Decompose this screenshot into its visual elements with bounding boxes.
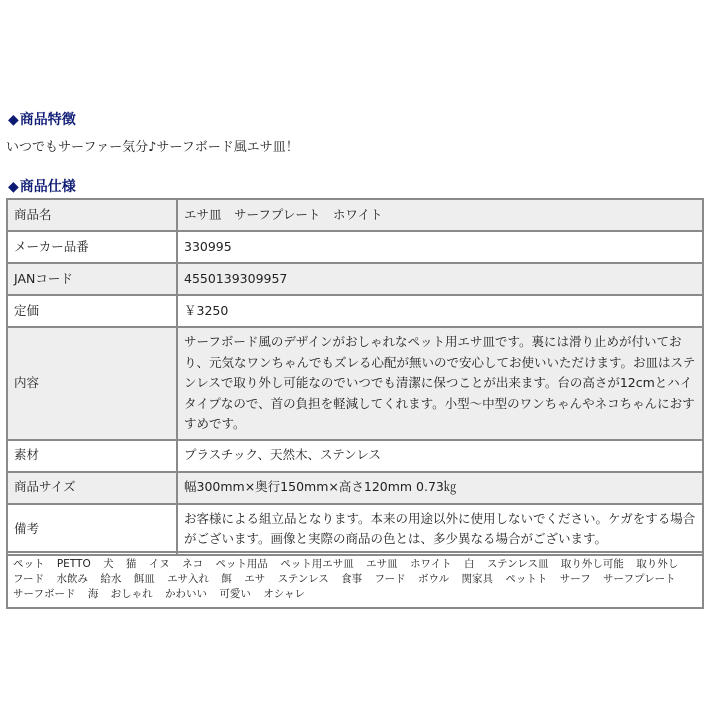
keyword-tag: 給水 — [100, 572, 122, 585]
spec-row-notes — [7, 504, 703, 555]
spec-value: 330995 — [177, 231, 703, 263]
features-heading — [8, 111, 76, 129]
keyword-tag: 餌 — [221, 572, 232, 585]
keyword-tag: 取り外し可能 — [560, 558, 624, 570]
spec-row-price — [7, 295, 703, 327]
spec-row-size — [7, 472, 703, 504]
spec-value: エサ皿 サーフプレート ホワイト — [177, 199, 703, 231]
keyword-tag: ネコ — [182, 558, 204, 570]
spec-value: サーフボード風のデザインがおしゃれなペット用エサ皿です。裏には滑り止めが付いており、元気なワンちゃんでもズレる心配が無いので安心してお使いいただけます。お皿はステンレスで取り外し可能なのでいつでも清潔に保つことが出来ます。台の高さが12cmとハイタイプなので、首の負担を軽減してくれます。小型～中型のワンちゃんやネコちゃんにおすすめです。 — [177, 327, 703, 440]
keyword-tag: エサ — [244, 572, 266, 585]
features-tagline: いつでもサーファー気分♪サーフボード風エサ皿！ — [6, 140, 299, 155]
keyword-tag: ステンレス皿 — [486, 558, 549, 570]
keyword-tag: 餌皿 — [133, 572, 155, 585]
keyword-tag: ボウル — [418, 572, 450, 585]
spec-label: 内容 — [7, 327, 177, 440]
spec-row-maker-number — [7, 231, 703, 263]
spec-heading — [8, 178, 76, 196]
keyword-tag: 犬 — [103, 558, 114, 570]
keyword-tag: ペットト — [505, 572, 548, 585]
spec-label: 商品サイズ — [7, 472, 177, 504]
keyword-tag: エサ入れ — [167, 572, 210, 585]
spec-row-material — [7, 440, 703, 472]
features-heading-text: 商品特徴 — [19, 112, 76, 128]
spec-value: ￥3250 — [177, 295, 703, 327]
keyword-tag: ステンレス — [277, 572, 329, 585]
keyword-tag: 取り外し — [636, 558, 679, 570]
spec-label: 備考 — [7, 504, 177, 555]
spec-value: お客様による組立品となります。本来の用途以外に使用しないでください。ケガをする場合がございます。画像と実際の商品の色とは、多少異なる場合がございます。 — [177, 504, 703, 555]
diamond-icon: ◆ — [8, 112, 19, 128]
spec-table — [6, 198, 704, 556]
spec-heading-text: 商品仕様 — [19, 179, 76, 195]
keyword-tag: 水飲み — [56, 572, 89, 585]
keyword-tag: ホワイト — [409, 558, 452, 570]
spec-row-description — [7, 327, 703, 440]
spec-label: 定価 — [7, 295, 177, 327]
spec-value: 幅300mm×奥行150mm×高さ120mm 0.73㎏ — [177, 472, 703, 504]
keyword-tag: オシャレ — [263, 587, 305, 600]
keywords-box — [6, 551, 704, 609]
keyword-tag: かわいい — [165, 587, 208, 600]
spec-label: 商品名 — [7, 199, 177, 231]
spec-label: メーカー品番 — [7, 231, 177, 263]
keyword-tag: サーフ — [559, 572, 591, 585]
keyword-tag: 海 — [87, 587, 99, 600]
keyword-tag: エサ皿 — [366, 558, 398, 570]
keyword-tag: 食事 — [341, 572, 363, 585]
keyword-tag: イヌ — [148, 558, 170, 570]
keyword-tag: 可愛い — [219, 587, 251, 600]
keyword-tag: おしゃれ — [110, 587, 153, 600]
keyword-tag: 白 — [464, 558, 475, 570]
keyword-tag: PETTO — [56, 558, 91, 570]
keyword-tag: ペット用エサ皿 — [280, 558, 354, 570]
keyword-tag: ペット — [13, 558, 45, 570]
spec-row-jan-code — [7, 263, 703, 295]
spec-value: プラスチック、天然木、ステンレス — [177, 440, 703, 472]
keyword-tag: 猫 — [125, 558, 137, 570]
keyword-tag: サーフボード — [13, 587, 76, 600]
spec-row-product-name — [7, 199, 703, 231]
spec-value: 4550139309957 — [177, 263, 703, 295]
spec-label: 素材 — [7, 440, 177, 472]
keyword-tag: ペット用品 — [215, 558, 268, 570]
keyword-tag: フード — [374, 572, 406, 585]
keyword-tag: 関家具 — [461, 572, 494, 585]
keyword-tag: サーフプレート — [603, 572, 676, 585]
diamond-icon: ◆ — [8, 179, 19, 195]
spec-label: JANコード — [7, 263, 177, 295]
keyword-tag: フード — [13, 572, 45, 585]
